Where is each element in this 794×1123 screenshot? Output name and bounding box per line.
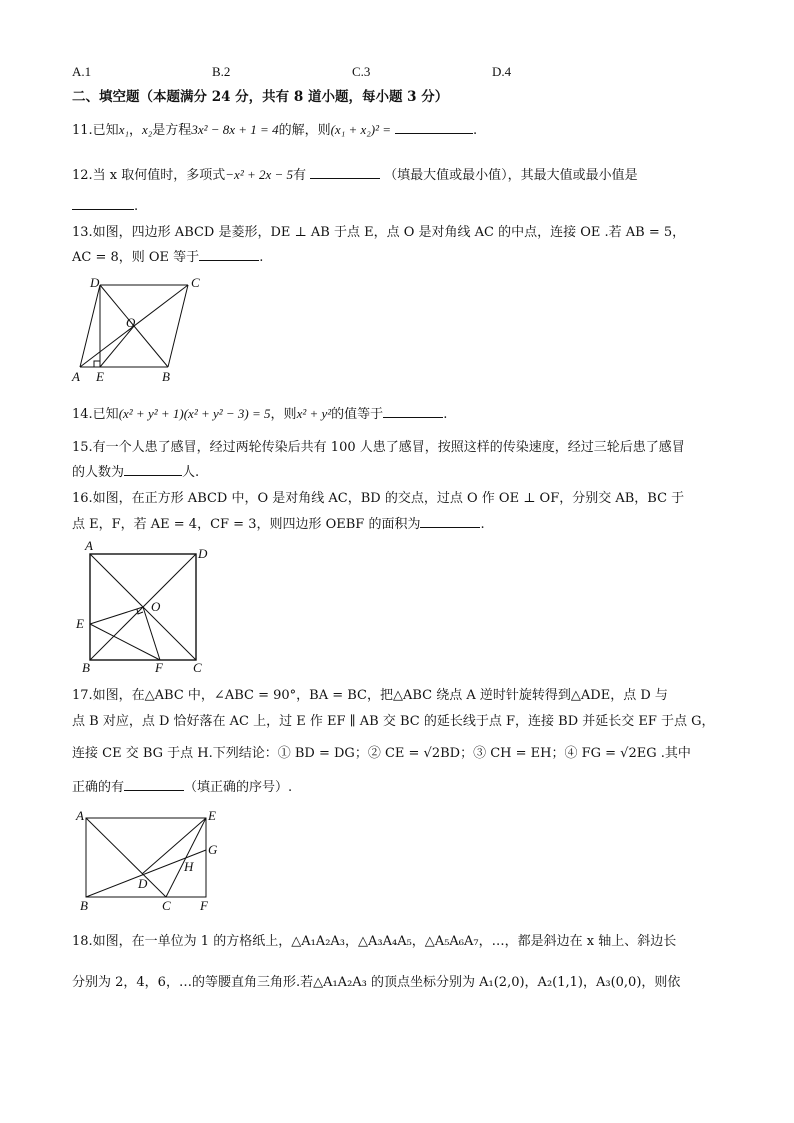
- q13-answer-blank[interactable]: [199, 248, 259, 261]
- q17-label-a: A: [76, 808, 84, 823]
- q13-label-d: D: [90, 275, 100, 290]
- q14-end: .: [443, 407, 448, 422]
- q11-mid: 是方程: [152, 123, 192, 138]
- q13-label-e: E: [96, 369, 104, 384]
- q14-answer-blank[interactable]: [383, 405, 443, 418]
- q16-label-b: B: [82, 660, 90, 675]
- q14-part1: 14.已知: [72, 407, 119, 422]
- question-17-line1: 17.如图，在△ABC 中，∠ABC = 90°，BA = BC，把△ABC 绕点 A 逆时针旋转得到△ADE，点 D 与: [72, 688, 668, 703]
- question-18-line2: 分别为 2，4，6，…的等腰直角三角形.若△A₁A₂A₃ 的顶点坐标分别为 A₁(2,0)，A₂(1,1)，A₃(0,0)，则依: [72, 975, 681, 990]
- question-15-line2: [72, 463, 199, 481]
- q11-comma: ，: [128, 123, 142, 138]
- q17-line4-end: （填正确的序号）.: [184, 780, 293, 795]
- question-12: [72, 166, 638, 184]
- q15-answer-blank[interactable]: [124, 463, 182, 476]
- question-17-line4: [72, 778, 292, 796]
- q16-label-f: F: [155, 660, 163, 675]
- q16-square-figure: [76, 540, 216, 675]
- q11-answer-blank[interactable]: [395, 121, 473, 134]
- q11-end: .: [473, 123, 478, 138]
- q14-part2: ，则: [270, 407, 297, 422]
- q16-label-a: A: [85, 538, 93, 553]
- choice-b: B.2: [212, 64, 231, 79]
- q15-line2-text: 的人数为: [72, 465, 125, 480]
- q13-label-c: C: [191, 275, 200, 290]
- q12-answer-blank-2[interactable]: [72, 197, 134, 210]
- choice-a: A.1: [72, 64, 92, 79]
- question-16-line2: [72, 515, 485, 533]
- q17-label-h: H: [184, 859, 194, 874]
- q13-line2-text: AC = 8，则 OE 等于: [72, 250, 200, 265]
- q17-label-b: B: [80, 898, 88, 913]
- q13-label-o: O: [126, 315, 136, 330]
- q16-end: .: [480, 517, 485, 532]
- q11-number: 11.已知: [72, 123, 119, 138]
- q17-line4-text: 正确的有: [72, 780, 125, 795]
- choice-d: D.4: [492, 64, 512, 79]
- q13-label-a: A: [72, 369, 80, 384]
- q12-end: .: [134, 199, 139, 214]
- q16-answer-blank[interactable]: [420, 515, 480, 528]
- q14-expression2: x² + y²: [296, 406, 332, 421]
- q11-mid2: 的解，则: [278, 123, 331, 138]
- q13-rhombus-figure: [70, 275, 210, 385]
- question-12-line2: [72, 197, 138, 215]
- q11-expression: (x₁ + x₂)² =: [330, 122, 392, 137]
- q16-line2-text: 点 E，F，若 AE = 4，CF = 3，则四边形 OEBF 的面积为: [72, 517, 421, 532]
- question-17-line2: 点 B 对应，点 D 恰好落在 AC 上，过 E 作 EF ∥ AB 交 BC 的延长线于点 F，连接 BD 并延长交 EF 于点 G，: [72, 714, 715, 729]
- q17-answer-blank[interactable]: [124, 778, 184, 791]
- q12-part2: 有: [293, 168, 307, 183]
- q11-x1: x₁: [118, 122, 129, 137]
- question-11: [72, 121, 477, 139]
- q16-label-d: D: [198, 546, 208, 561]
- q15-end: 人.: [182, 465, 200, 480]
- q17-label-e: E: [208, 808, 216, 823]
- question-17-line3: 连接 CE 交 BG 于点 H.下列结论：① BD = DG；② CE = √2BD；③ CH = EH；④ FG = √2EG .其中: [72, 746, 691, 761]
- q13-end: .: [259, 250, 264, 265]
- q16-label-o: O: [151, 599, 161, 614]
- q14-part3: 的值等于: [331, 407, 384, 422]
- question-15-line1: 15.有一个人患了感冒，经过两轮传染后共有 100 人患了感冒，按照这样的传染速度，经过三轮后患了感冒: [72, 440, 685, 455]
- q14-expression: (x² + y² + 1)(x² + y² − 3) = 5: [118, 406, 271, 421]
- q16-label-c: C: [193, 660, 202, 675]
- q11-x2: x₂: [142, 122, 153, 137]
- question-13-line1: 13.如图，四边形 ABCD 是菱形，DE ⊥ AB 于点 E，点 O 是对角线 AC 的中点，连接 OE .若 AB = 5，: [72, 225, 686, 240]
- question-14: [72, 405, 447, 423]
- q17-figure: [72, 806, 222, 916]
- q17-label-c: C: [162, 898, 171, 913]
- question-18-line1: 18.如图，在一单位为 1 的方格纸上，△A₁A₂A₃，△A₃A₄A₅，△A₅A₆A₇，…，都是斜边在 x 轴上、斜边长: [72, 934, 677, 949]
- q17-label-f: F: [200, 898, 208, 913]
- section-heading: 二、填空题（本题满分 24 分，共有 8 道小题，每小题 3 分）: [72, 89, 449, 105]
- q12-polynomial: −x² + 2x − 5: [225, 167, 294, 182]
- question-13-line2: [72, 248, 263, 266]
- q12-answer-blank-1[interactable]: [310, 166, 380, 179]
- q13-label-b: B: [162, 369, 170, 384]
- choice-c: C.3: [352, 64, 371, 79]
- q17-label-g: G: [208, 842, 218, 857]
- q12-part3: （填最大值或最小值），其最大值或最小值是: [384, 168, 638, 183]
- question-16-line1: 16.如图，在正方形 ABCD 中，O 是对角线 AC，BD 的交点，过点 O 作 OE ⊥ OF，分别交 AB，BC 于: [72, 491, 685, 506]
- q17-label-d: D: [138, 876, 148, 891]
- q11-equation: 3x² − 8x + 1 = 4: [191, 122, 279, 137]
- q16-label-e: E: [76, 616, 84, 631]
- q12-part1: 12.当 x 取何值时，多项式: [72, 168, 226, 183]
